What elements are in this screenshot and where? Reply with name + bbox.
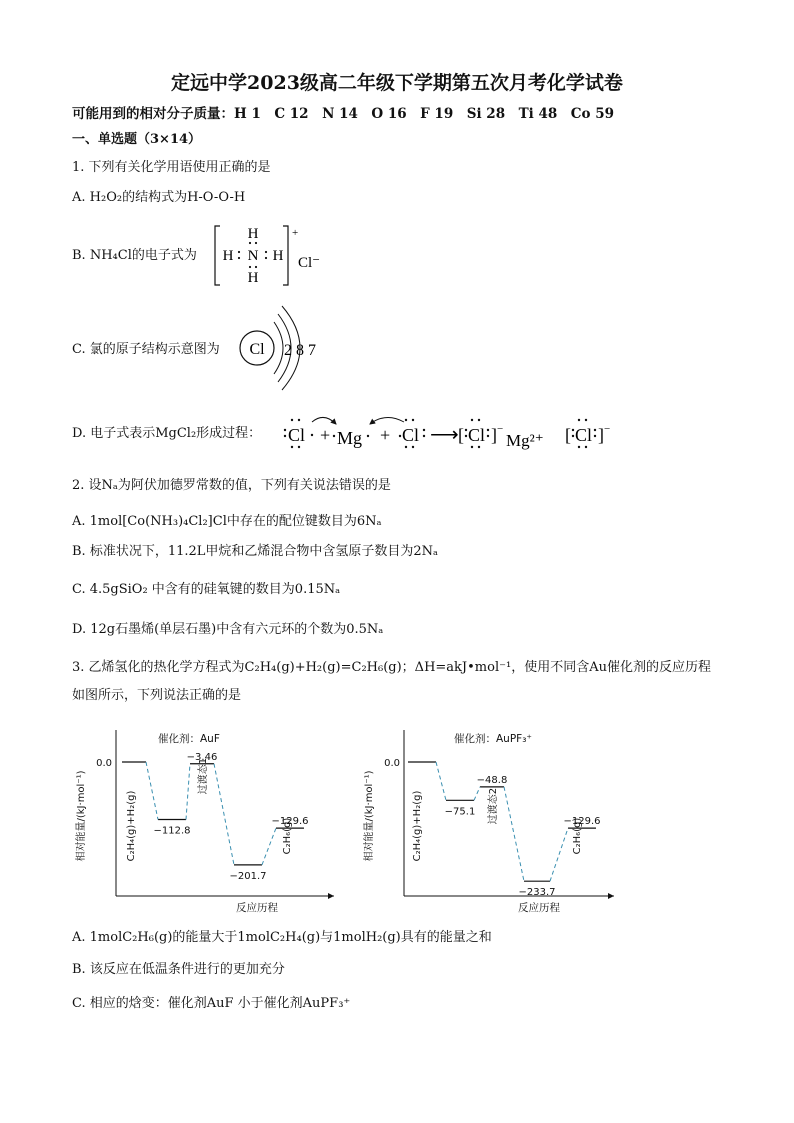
nh4-h-right: H	[272, 248, 284, 264]
q3-option-c: C. 相应的焓变：催化剂AuF 小于催化剂AuPF₃⁺	[72, 996, 351, 1011]
chart-title: 催化剂：AuPF₃⁺	[454, 733, 532, 745]
plus-sign-2: +	[380, 425, 391, 445]
x-axis-arrow	[608, 893, 614, 899]
chloride-ion: Cl⁻	[298, 255, 321, 271]
cl-atom-left: Cl	[288, 425, 306, 445]
q1-option-a: A. H₂O₂的结构式为H-O-O-H	[72, 190, 246, 205]
mg-ion: Mg²⁺	[506, 431, 544, 450]
annotation-2: 过渡态1	[198, 757, 209, 795]
level-value-1: 0.0	[384, 758, 400, 769]
x-axis-label: 反应历程	[518, 902, 560, 914]
svg-text:[: [	[458, 425, 464, 445]
x-axis-label: 反应历程	[236, 902, 278, 914]
connector-3	[214, 764, 234, 865]
q3-stem-line2: 如图所示，下列说法正确的是	[72, 688, 242, 703]
connector-4	[550, 828, 568, 881]
q2-option-b: B. 标准状况下，11.2L甲烷和乙烯混合物中含氢原子数目为2Nₐ	[72, 544, 439, 559]
level-value-4: −201.7	[229, 870, 267, 882]
chloride-ion-left: Cl	[468, 425, 486, 445]
q2-option-c: C. 4.5gSiO₂ 中含有的硅氧键的数目为0.15Nₐ	[72, 582, 341, 597]
connector-2	[474, 787, 480, 800]
q3-option-a: A. 1molC₂H₆(g)的能量大于1molC₂H₄(g)与1molH₂(g)具有的能量之和	[72, 930, 492, 945]
level-value-1: 0.0	[96, 758, 112, 769]
chart-title: 催化剂：AuF	[158, 733, 220, 745]
annotation-1: C₂H₄(g)+H₂(g)	[412, 790, 423, 862]
nucleus-symbol: Cl	[249, 341, 265, 358]
level-value-2: −112.8	[153, 825, 191, 837]
nh4-n-center: N	[247, 248, 259, 264]
mgcl2-formation-diagram	[282, 410, 632, 462]
formation-arrow: ⟶	[430, 424, 459, 446]
y-axis-label: 相对能量/(kJ·mol⁻¹)	[76, 770, 87, 862]
q1-stem: 1. 下列有关化学用语使用正确的是	[72, 160, 271, 175]
level-value-3: −3.46	[186, 751, 218, 763]
connector-4	[262, 828, 276, 865]
level-value-5: −129.6	[563, 816, 601, 828]
nh4-charge: +	[292, 227, 299, 239]
chart-aupf3	[358, 716, 628, 930]
q2-stem: 2. 设Nₐ为阿伏加德罗常数的值，下列有关说法错误的是	[72, 478, 391, 493]
q3-option-b: B. 该反应在低温条件进行的更加充分	[72, 962, 285, 977]
level-value-3: −48.8	[476, 774, 508, 786]
svg-text:]: ]	[491, 425, 497, 445]
chloride-charge-left: −	[497, 423, 504, 435]
nh4-h-bottom: H	[247, 270, 259, 286]
section-heading: 一、单选题（3×14）	[72, 132, 202, 147]
nh4-h-top: H	[247, 226, 259, 242]
y-axis-label: 相对能量/(kJ·mol⁻¹)	[364, 770, 375, 862]
connector-3	[504, 787, 524, 881]
q1-option-c-label: C. 氯的原子结构示意图为	[72, 342, 220, 357]
level-value-5: −129.6	[271, 816, 309, 828]
chloride-ion-right: Cl	[575, 425, 593, 445]
nh4cl-electron-formula	[210, 222, 340, 296]
q1-option-d-label: D. 电子式表示MgCl₂形成过程：	[72, 426, 262, 441]
level-value-2: −75.1	[444, 806, 476, 818]
cl-atom-right: Cl	[402, 425, 420, 445]
connector-1	[436, 762, 446, 800]
exam-title: 定远中学2023级高二年级下学期第五次月考化学试卷	[171, 72, 623, 94]
nh4-h-left: H	[222, 248, 234, 264]
connector-2	[186, 764, 190, 820]
chart-auf	[70, 716, 350, 930]
q1-option-b-label: B. NH₄Cl的电子式为	[72, 248, 197, 263]
mg-atom: Mg	[337, 428, 363, 448]
svg-text:]: ]	[598, 425, 604, 445]
annotation-3: C₂H₆(g)	[572, 817, 583, 855]
cl-atom-structure-diagram	[234, 300, 334, 404]
annotation-2: 过渡态2	[488, 787, 499, 825]
level-value-4: −233.7	[518, 887, 556, 899]
q3-stem-line1: 3. 乙烯氢化的热化学方程式为C₂H₄(g)+H₂(g)=C₂H₆(g)；ΔH=akJ•mol⁻¹，使用不同含Au催化剂的反应历程	[72, 660, 711, 675]
q2-option-a: A. 1mol[Co(NH₃)₄Cl₂]Cl中存在的配位键数目为6Nₐ	[72, 514, 382, 529]
annotation-1: C₂H₄(g)+H₂(g)	[126, 790, 137, 862]
x-axis-arrow	[328, 893, 334, 899]
annotation-3: C₂H₆(g)	[282, 817, 293, 855]
chloride-charge-right: −	[604, 423, 611, 435]
atomic-masses-line: 可能用到的相对分子质量：H 1 C 12 N 14 O 16 F 19 Si 28 Ti 48 Co 59	[72, 106, 614, 122]
svg-text:[: [	[565, 425, 571, 445]
plus-sign-1: +	[320, 425, 331, 445]
q2-option-d: D. 12g石墨烯(单层石墨)中含有六元环的个数为0.5Nₐ	[72, 622, 384, 637]
electron-shells: 2 8 7	[284, 342, 316, 359]
connector-1	[146, 762, 158, 820]
